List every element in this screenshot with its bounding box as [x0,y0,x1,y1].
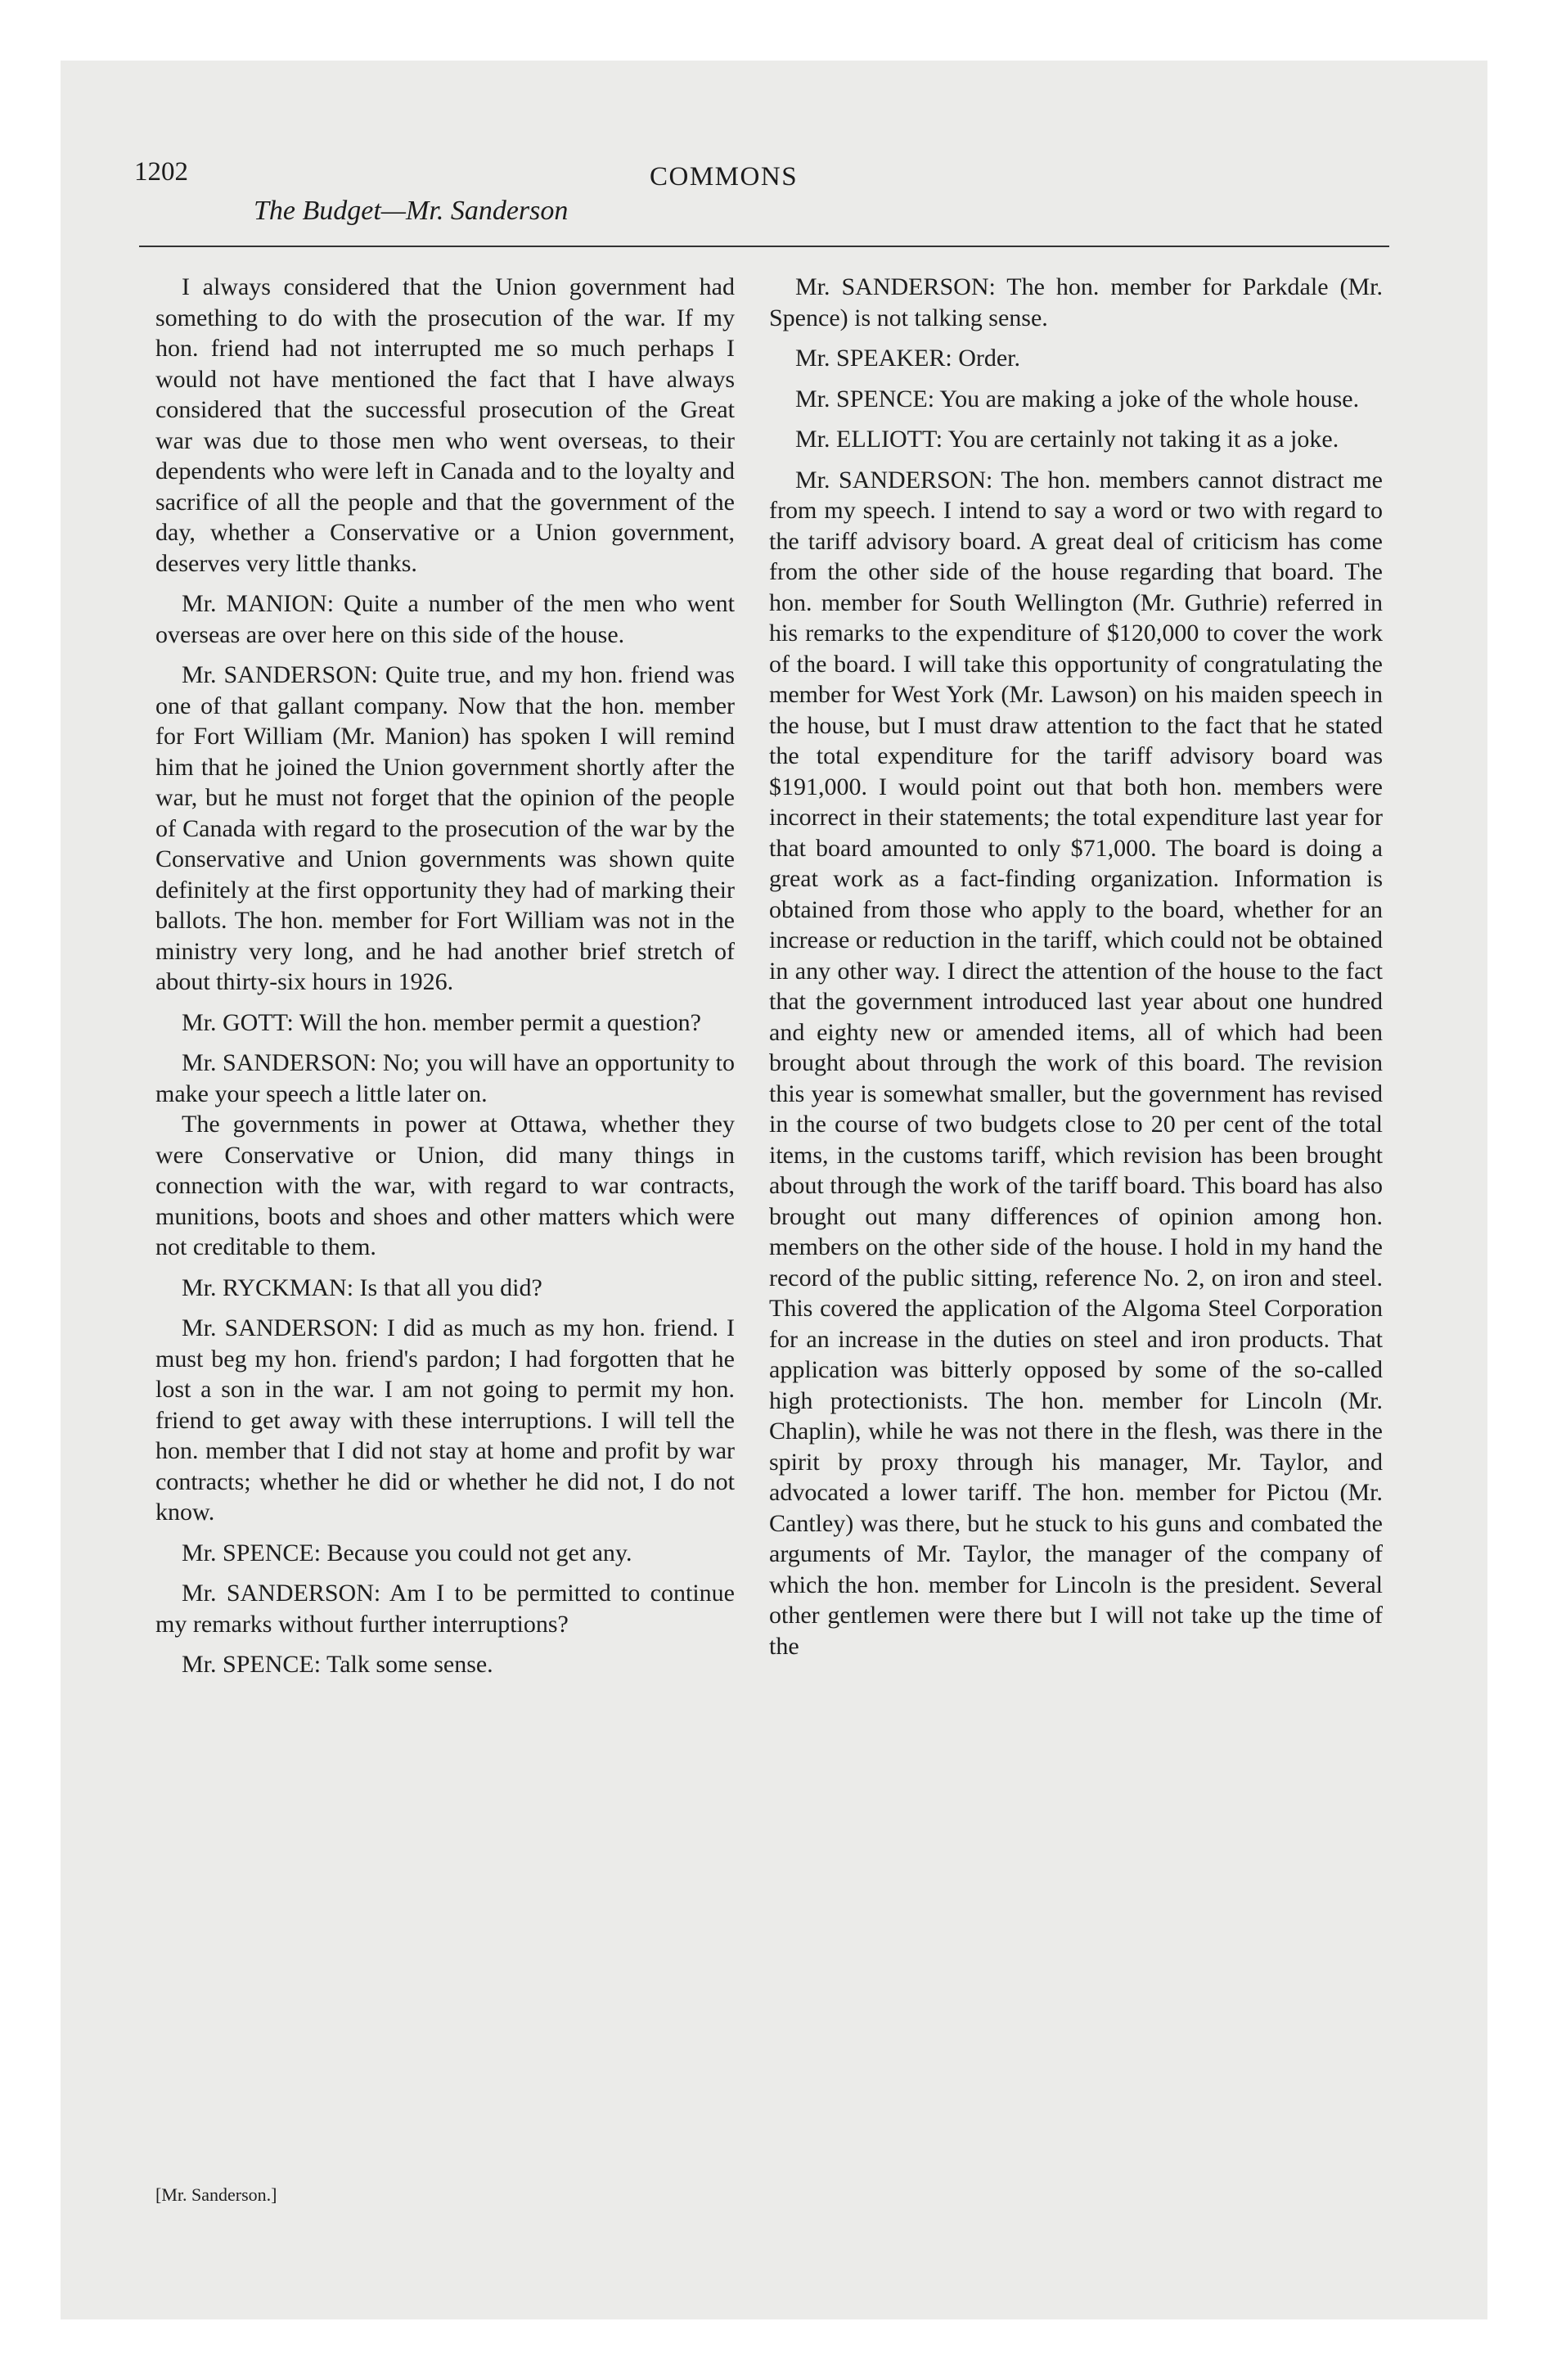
paragraph: Mr. SANDERSON: Am I to be permitted to continue my remarks without further interruptions? [155,1580,735,1638]
paragraph: Mr. SANDERSON: The hon. member for Parkdale (Mr. Spence) is not talking sense. [769,273,1383,331]
paragraph: Mr. MANION: Quite a number of the men who went overseas are over here on this side of the house. [155,590,735,648]
scanned-page [61,61,1487,2319]
left-column [155,272,735,1680]
paragraph: Mr. SANDERSON: The hon. members cannot distract me from my speech. I intend to say a word or two with regard to the tariff advisory board. A great deal of criticism has come from the other side of the house regarding that board. The hon. member for South Wellington (Mr. Guthrie) referred in his remarks to the expenditure of $120,000 to cover the work of the board. I will take this opportunity of congratulating the member for West York (Mr. Lawson) on his maiden speech in the house, but I must draw attention to the fact that he stated the total expenditure for the tariff advisory board was $191,000. I would point out that both hon. members were incorrect in their statements; the total expenditure last year for that board amounted to only $71,000. The board is doing a great work as a fact-finding organization. Information is obtained from those who apply to the board, whether for an increase or reduction in the tariff, which could not be obtained in any other way. I direct the attention of the house to the fact that the government introduced last year about one hundred and eighty new or amended items, all of which had been brought about through the work of this board. The revision this year is somewhat smaller, but the government has revised in the course of two budgets close to 20 per cent of the total items, in the customs tariff, which revision has been brought about through the work of the tariff board. This board has also brought out many differences of opinion among hon. members on the other side of the house. I hold in my hand the record of the public sitting, reference No. 2, on iron and steel. This covered the application of the Algoma Steel Corporation for an increase in the duties on steel and iron products. That application was bitterly opposed by some of the so-called high protectionists. The hon. member for Lincoln (Mr. Chaplin), while he was not there in the flesh, was there in the spirit by proxy through his manager, Mr. Taylor, and advocated a lower tariff. The hon. member for Pictou (Mr. Cantley) was there, but he stuck to his guns and combated the arguments of Mr. Taylor, the manager of the company of which the hon. member for Lincoln is the president. Several other gentlemen were there but I will not take up the time of the [769,466,1383,1660]
header-rule [139,246,1389,247]
paragraph: Mr. SANDERSON: Quite true, and my hon. friend was one of that gallant company. Now that the hon. member for Fort William (Mr. Manion) has spoken I will remind him that he joined the Union government shortly after the war, but he must not forget that the opinion of the people of Canada with regard to the prosecution of the war by the Conservative and Union governments was shown quite definitely at the first opportunity they had of marking their ballots. The hon. member for Fort William was not in the ministry very long, and he had another brief stretch of about thirty-six hours in 1926. [155,661,735,995]
page-number: 1202 [134,157,188,187]
paragraph: Mr. SPENCE: You are making a joke of the whole house. [795,385,1360,412]
paragraph: Mr. SANDERSON: I did as much as my hon. friend. I must beg my hon. friend's pardon; I had forgotten that he lost a son in the war. I am not going to permit my hon. friend to get away with these interruptions. I will tell the hon. member that I did not stay at home and profit by war contracts; whether he did or whether he did not, I do not know. [155,1314,735,1526]
paragraph: Mr. SPENCE: Because you could not get any. [182,1539,632,1566]
paragraph: The governments in power at Ottawa, whether they were Conservative or Union, did many things in connection with the war, with regard to war contracts, munitions, boots and shoes and other matters which were not creditable to them. [155,1111,735,1260]
page-header [61,61,1487,273]
paragraph: Mr. SPENCE: Talk some sense. [182,1651,493,1678]
paragraph: Mr. SANDERSON: No; you will have an opportunity to make your speech a little later on. [155,1049,735,1107]
right-column [769,272,1383,1661]
journal-title: COMMONS [650,162,799,192]
paragraph: Mr. SPEAKER: Order. [795,345,1021,372]
paragraph: Mr. GOTT: Will the hon. member permit a question? [182,1008,701,1036]
paragraph: Mr. RYCKMAN: Is that all you did? [182,1273,542,1301]
paragraph: Mr. ELLIOTT: You are certainly not taking it as a joke. [795,426,1339,453]
speaker-footnote: [Mr. Sanderson.] [155,2184,277,2205]
paragraph: I always considered that the Union government had something to do with the prosecution of the war. If my hon. friend had not interrupted me so much perhaps I would not have mentioned the fact that I have always considered that the successful prosecution of the Great war was due to those men who went overseas, to their dependents who were left in Canada and to the loyalty and sacrifice of all the people and that the government of the day, whether a Conservative or a Union government, deserves very little thanks. [155,273,735,577]
running-title: The Budget—Mr. Sanderson [254,196,569,226]
